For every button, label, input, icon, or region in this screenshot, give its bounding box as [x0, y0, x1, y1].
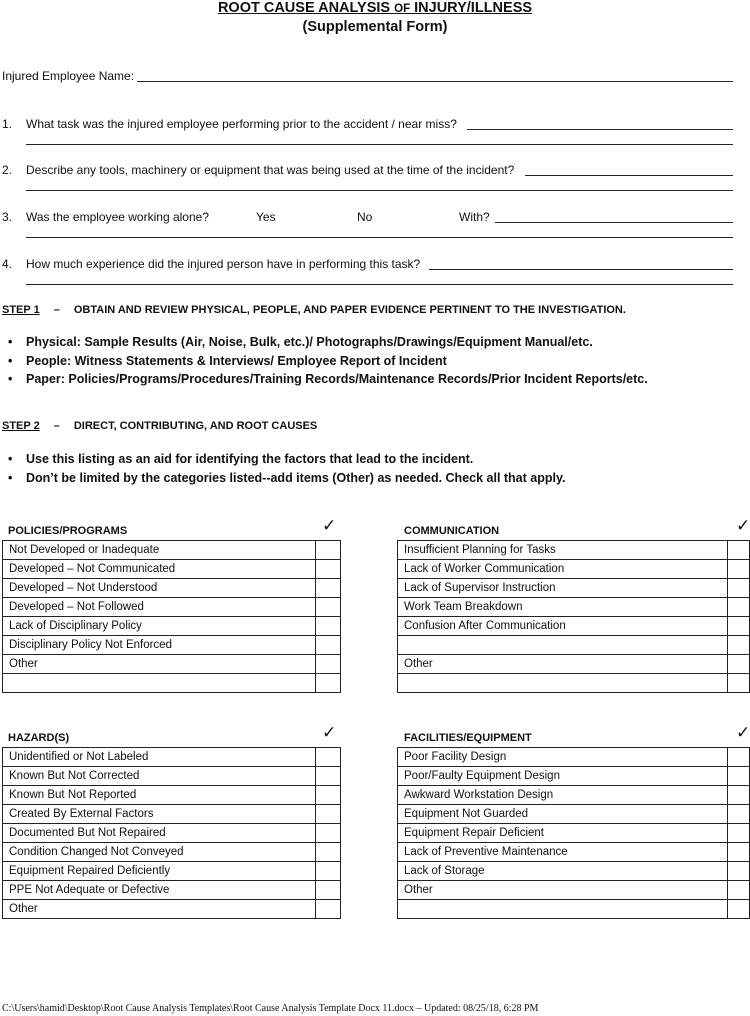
- step-2-dash: –: [53, 420, 60, 432]
- table-row: [398, 617, 750, 636]
- table-row: [398, 767, 750, 786]
- table-row: [3, 862, 341, 881]
- checklist-item-label: Work Team Breakdown: [398, 598, 728, 617]
- checklist-item-label: Disciplinary Policy Not Enforced: [3, 636, 316, 655]
- table-row: [3, 560, 341, 579]
- question-4-answer-line-2[interactable]: [26, 284, 733, 285]
- table-row: [398, 598, 750, 617]
- checklist-checkbox[interactable]: [728, 541, 750, 560]
- step-1-label: STEP 1: [2, 304, 40, 316]
- table-row: [398, 824, 750, 843]
- step-2-label: STEP 2: [2, 420, 40, 432]
- page-title: ROOT CAUSE ANALYSIS OF INJURY/ILLNESS: [217, 0, 533, 16]
- table-row: [3, 541, 341, 560]
- checklist-item-label: Other: [3, 655, 316, 674]
- table-row: [398, 541, 750, 560]
- bullet-icon: •: [8, 353, 13, 368]
- checklist-item-label: Condition Changed Not Conveyed: [3, 843, 316, 862]
- bullet-icon: •: [8, 452, 13, 466]
- checklist-item-label: Lack of Preventive Maintenance: [398, 843, 728, 862]
- step-1-heading: [2, 304, 626, 316]
- question-4-number: 4.: [2, 257, 13, 271]
- facilities-table: [397, 747, 750, 919]
- checklist-item-label: PPE Not Adequate or Defective: [3, 881, 316, 900]
- facilities-check-icon: ✓: [736, 723, 750, 742]
- checklist-checkbox[interactable]: [728, 636, 750, 655]
- table-row: [3, 767, 341, 786]
- table-row: [398, 674, 750, 693]
- table-row: [3, 881, 341, 900]
- checklist-checkbox[interactable]: [316, 579, 341, 598]
- table-row: [3, 824, 341, 843]
- checklist-item-label: Lack of Disciplinary Policy: [3, 617, 316, 636]
- hazards-table: [2, 747, 341, 919]
- table-row: [398, 560, 750, 579]
- communication-table: [397, 540, 750, 693]
- communication-check-icon: ✓: [736, 516, 750, 535]
- table-row: [398, 805, 750, 824]
- question-3-with-label: With?: [459, 210, 490, 224]
- checklist-item-label: Created By External Factors: [3, 805, 316, 824]
- checklist-checkbox[interactable]: [316, 900, 341, 919]
- bullet-icon: •: [8, 470, 13, 485]
- question-4-answer-line[interactable]: [429, 269, 733, 270]
- checklist-item-label: Developed – Not Communicated: [3, 560, 316, 579]
- facilities-title: FACILITIES/EQUIPMENT: [404, 732, 532, 744]
- checklist-item-label: Documented But Not Repaired: [3, 824, 316, 843]
- checklist-checkbox[interactable]: [316, 560, 341, 579]
- step-2-text: DIRECT, CONTRIBUTING, AND ROOT CAUSES: [73, 420, 318, 432]
- employee-name-field[interactable]: [137, 81, 733, 82]
- table-row: [3, 900, 341, 919]
- hazards-title: HAZARD(S): [8, 732, 70, 744]
- step-1-text: OBTAIN AND REVIEW PHYSICAL, PEOPLE, AND PAPER EVIDENCE PERTINENT TO THE INVESTIGATION.: [73, 304, 626, 316]
- question-2-number: 2.: [2, 163, 13, 177]
- checklist-item-label: Other: [398, 881, 728, 900]
- question-2-answer-line-2[interactable]: [26, 190, 733, 191]
- checklist-checkbox[interactable]: [728, 617, 750, 636]
- checklist-checkbox[interactable]: [316, 786, 341, 805]
- checklist-checkbox[interactable]: [728, 655, 750, 674]
- checklist-item-label: Other: [3, 900, 316, 919]
- checklist-checkbox[interactable]: [728, 598, 750, 617]
- table-row: [398, 655, 750, 674]
- step-2-bullets: [8, 450, 565, 487]
- table-row: [398, 786, 750, 805]
- table-row: [3, 843, 341, 862]
- table-row: [3, 617, 341, 636]
- table-row: [398, 579, 750, 598]
- checklist-checkbox[interactable]: [316, 862, 341, 881]
- table-row: [3, 805, 341, 824]
- checklist-item-label: Poor Facility Design: [398, 748, 728, 767]
- checklist-checkbox[interactable]: [316, 636, 341, 655]
- checklist-checkbox[interactable]: [728, 560, 750, 579]
- table-row: [398, 900, 750, 919]
- checklist-item-label: Lack of Worker Communication: [398, 560, 728, 579]
- checklist-checkbox[interactable]: [728, 805, 750, 824]
- checklist-checkbox[interactable]: [728, 881, 750, 900]
- checklist-checkbox[interactable]: [316, 655, 341, 674]
- question-3-no[interactable]: No: [357, 210, 373, 224]
- checklist-item-label: Confusion After Communication: [398, 617, 728, 636]
- list-item: • Don’t be limited by the categories listed--add items (Other) as needed. Check all that apply.: [8, 469, 565, 488]
- question-3-answer-line-2[interactable]: [26, 237, 733, 238]
- checklist-item-label: Lack of Storage: [398, 862, 728, 881]
- step-1-dash: –: [53, 304, 60, 316]
- table-row: [398, 881, 750, 900]
- checklist-item-label: Equipment Repair Deficient: [398, 824, 728, 843]
- checklist-checkbox[interactable]: [316, 541, 341, 560]
- checklist-item-label: Not Developed or Inadequate: [3, 541, 316, 560]
- checklist-checkbox[interactable]: [316, 881, 341, 900]
- checklist-item-label: Unidentified or Not Labeled: [3, 748, 316, 767]
- table-row: [3, 748, 341, 767]
- policies-table: [2, 540, 341, 693]
- checklist-item-label: Developed – Not Understood: [3, 579, 316, 598]
- checklist-checkbox[interactable]: [316, 843, 341, 862]
- checklist-item-label: Known But Not Corrected: [3, 767, 316, 786]
- question-3-number: 3.: [2, 210, 13, 224]
- table-row: [3, 786, 341, 805]
- question-3-text: Was the employee working alone?: [26, 210, 209, 224]
- checklist-checkbox[interactable]: [728, 579, 750, 598]
- question-1-text: What task was the injured employee performing prior to the accident / near miss?: [26, 117, 457, 131]
- question-1-answer-line[interactable]: [467, 129, 733, 130]
- table-row: [3, 636, 341, 655]
- checklist-item-label: [3, 674, 316, 693]
- checklist-checkbox[interactable]: [316, 824, 341, 843]
- table-row: [398, 748, 750, 767]
- checklist-checkbox[interactable]: [728, 767, 750, 786]
- checklist-checkbox[interactable]: [316, 805, 341, 824]
- checklist-checkbox[interactable]: [728, 786, 750, 805]
- list-item: • Use this listing as an aid for identifying the factors that lead to the incident.: [8, 450, 565, 469]
- checklist-checkbox[interactable]: [728, 862, 750, 881]
- checklist-checkbox[interactable]: [728, 900, 750, 919]
- question-3-yes[interactable]: Yes: [256, 210, 276, 224]
- checklist-item-label: Equipment Not Guarded: [398, 805, 728, 824]
- checklist-item-label: [398, 636, 728, 655]
- bullet-icon: •: [8, 335, 13, 349]
- checklist-item-label: Lack of Supervisor Instruction: [398, 579, 728, 598]
- policies-check-icon: ✓: [322, 516, 337, 535]
- question-4-text: How much experience did the injured person have in performing this task?: [26, 257, 421, 271]
- step-2-heading: [2, 420, 317, 432]
- table-row: [398, 862, 750, 881]
- checklist-item-label: Awkward Workstation Design: [398, 786, 728, 805]
- question-2-answer-line[interactable]: [525, 175, 733, 176]
- bullet-icon: •: [8, 372, 13, 386]
- employee-name-label: Injured Employee Name:: [2, 69, 135, 83]
- communication-title: COMMUNICATION: [404, 525, 500, 537]
- table-row: [3, 655, 341, 674]
- table-row: [3, 674, 341, 693]
- title-of: OF: [394, 3, 411, 15]
- checklist-item-label: Insufficient Planning for Tasks: [398, 541, 728, 560]
- footer-file-path: C:\Users\hamid\Desktop\Root Cause Analysis Templates\Root Cause Analysis Template Docx 11.docx – Updated: 08/25/18, 6:28 PM: [2, 1003, 539, 1014]
- list-item: • Paper: Policies/Programs/Procedures/Training Records/Maintenance Records/Prior Incident Reports/etc.: [8, 370, 648, 389]
- table-row: [3, 579, 341, 598]
- checklist-checkbox[interactable]: [316, 598, 341, 617]
- checklist-item-label: Known But Not Reported: [3, 786, 316, 805]
- page-subtitle: (Supplemental Form): [302, 19, 448, 35]
- checklist-checkbox[interactable]: [728, 824, 750, 843]
- checklist-item-label: Developed – Not Followed: [3, 598, 316, 617]
- question-3-with-line[interactable]: [495, 222, 733, 223]
- checklist-checkbox[interactable]: [316, 674, 341, 693]
- checklist-item-label: [398, 674, 728, 693]
- table-row: [3, 598, 341, 617]
- checklist-checkbox[interactable]: [728, 843, 750, 862]
- checklist-item-label: Poor/Faulty Equipment Design: [398, 767, 728, 786]
- checklist-item-label: Equipment Repaired Deficiently: [3, 862, 316, 881]
- checklist-item-label: [398, 900, 728, 919]
- table-row: [398, 636, 750, 655]
- question-2-text: Describe any tools, machinery or equipment that was being used at the time of the incident?: [26, 163, 515, 177]
- question-1-number: 1.: [2, 117, 13, 131]
- question-1-answer-line-2[interactable]: [26, 144, 733, 145]
- policies-title: POLICIES/PROGRAMS: [8, 525, 128, 537]
- hazards-check-icon: ✓: [322, 723, 337, 742]
- checklist-checkbox[interactable]: [316, 748, 341, 767]
- checklist-item-label: Other: [398, 655, 728, 674]
- checklist-checkbox[interactable]: [316, 617, 341, 636]
- checklist-checkbox[interactable]: [728, 748, 750, 767]
- checklist-checkbox[interactable]: [728, 674, 750, 693]
- checklist-checkbox[interactable]: [316, 767, 341, 786]
- list-item: • Physical: Sample Results (Air, Noise, Bulk, etc.)/ Photographs/Drawings/Equipment Manual/etc.: [8, 333, 648, 352]
- step-1-bullets: [8, 333, 648, 389]
- list-item: • People: Witness Statements & Interviews/ Employee Report of Incident: [8, 352, 648, 371]
- table-row: [398, 843, 750, 862]
